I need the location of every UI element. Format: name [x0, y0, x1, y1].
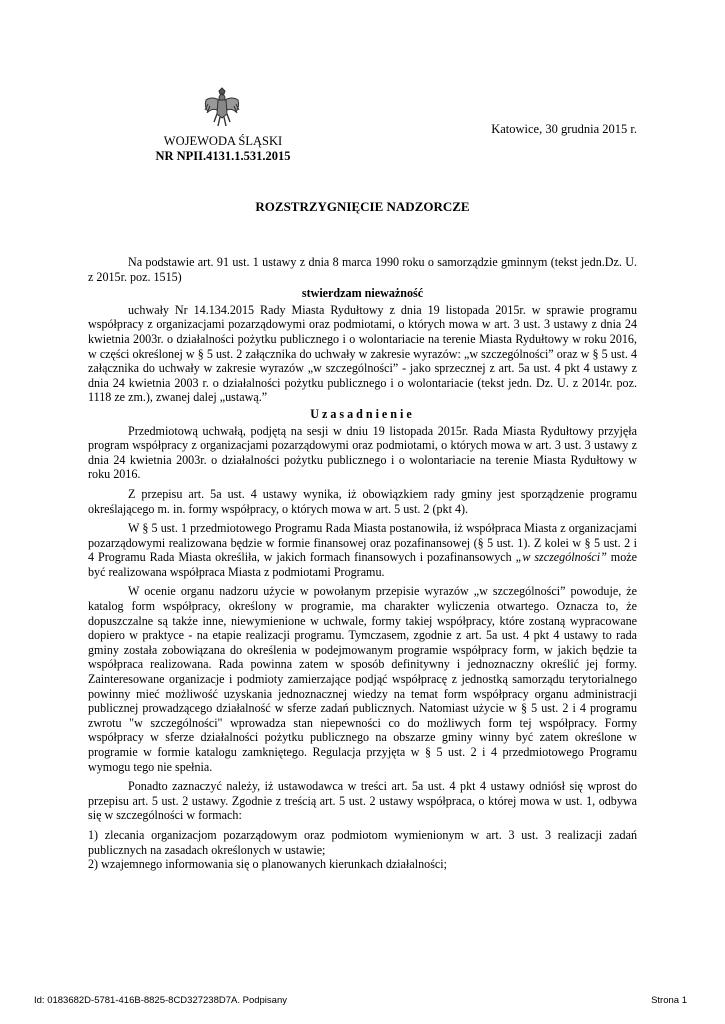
eagle-emblem-icon	[202, 86, 242, 130]
document-body	[88, 255, 637, 872]
document-title: ROZSTRZYGNIĘCIE NADZORCZE	[255, 199, 470, 214]
paragraph-justification-5: Ponadto zaznaczyć należy, iż ustawodawca w treści art. 5a ust. 4 pkt 4 ustawy odniósł się wprost do przepisu art. 5 ust. 2 ustawy. Zgodnie z treścią art. 5 ust. 2 ustawy współpraca, o której mowa w ust. 1, odbywa się w szczególności w formach:	[88, 779, 637, 823]
declaration: stwierdzam nieważność	[301, 286, 424, 301]
paragraph-resolution: uchwały Nr 14.134.2015 Rady Miasta Rydułtowy z dnia 19 listopada 2015r. w sprawie programu współpracy z organizacjami pozarządowymi oraz podmiotami, o których mowa w art. 3 ust. 3 ustawy z dnia 24 kwietnia 2003r. o działalności pożytku publicznego i o wolontariacie na terenie Miasta Rydułtowy w roku 2016, w części określonej w § 5 ust. 2 załącznika do uchwały w zakresie wyrazów: „w szczególności” oraz w § 5 ust. 4 załącznika do uchwały w zakresie wyrazów „w szczególności” - jako sprzecznej z art. 5a ust. 4 pkt 4 ustawy z dnia 24 kwietnia 2003 r. o działalności pożytku publicznego i o wolontariacie (tekst jedn. Dz. U. z 2014r. poz. 1118 ze zm.), zwanej dalej „ustawą.”	[88, 302, 637, 405]
document-id: Id: 0183682D-5781-416B-8825-8CD327238D7A. Podpisany	[34, 995, 287, 1006]
issuer-name: WOJEWODA ŚLĄSKI	[163, 134, 283, 148]
list-item: 2) wzajemnego informowania się o planowanych kierunkach działalności;	[88, 857, 447, 872]
paragraph-text: W § 5 ust. 1 przedmiotowego Programu Rada Miasta postanowiła, iż współpraca Miasta z organizacjami pozarządowymi realizowana będzie w formie finansowej oraz pozafinansowej (§ 5 ust. 1). Z kolei w § 5 ust. 2 i 4 Programu Rada Miasta określiła, w jakich formach finansowych i pozafinansowych	[88, 521, 637, 565]
page-number: Strona 1	[651, 995, 687, 1006]
document-number: NR NPII.4131.1.531.2015	[155, 149, 291, 163]
paragraph-legal-basis: Na podstawie art. 91 ust. 1 ustawy z dnia 8 marca 1990 roku o samorządzie gminnym (tekst jedn.Dz. U. z 2015r. poz. 1515)	[88, 255, 637, 284]
paragraph-justification-1: Przedmiotową uchwałą, podjętą na sesji w dniu 19 listopada 2015r. Rada Miasta Rydułtowy przyjęła program współpracy z organizacjami pozarządowymi oraz podmiotami, o których mowa w art. 3 ust. 3 ustawy z dnia 24 kwietnia 2003r. o działalności pożytku publicznego i o wolontariacie na terenie Miasta Rydułtowy w roku 2016.	[88, 423, 637, 482]
paragraph-text: może być realizowana współpraca Miasta z podmiotami Programu.	[88, 550, 637, 579]
paragraph-justification-2: Z przepisu art. 5a ust. 4 ustawy wynika, iż obowiązkiem rady gminy jest sporządzenie programu określającego m. in. formy współpracy, o których mowa w art. 5 ust. 2 (pkt 4).	[88, 486, 637, 516]
emphasis-text: „w szczególności”	[515, 550, 607, 565]
justification-heading: Uzasadnienie	[310, 406, 415, 421]
list-item: 1) zlecania organizacjom pozarządowym oraz podmiotom wymienionym w art. 3 ust. 3 realizacji zadań publicznych na zasadach określonych w ustawie;	[88, 827, 637, 857]
place-date: Katowice, 30 grudnia 2015 r.	[491, 122, 637, 136]
issuer-block	[148, 134, 298, 164]
paragraph-justification-3	[88, 521, 637, 579]
paragraph-justification-4: W ocenie organu nadzoru użycie w powołanym przepisie wyrazów „w szczególności” powoduje, że katalog form współpracy, określony w programie, ma charakter wyliczenia otwartego. Oznacza to, że dopuszczalne są także inne, niewymienione w uchwale, formy takiej współpracy, które zostaną wypracowane dopiero w praktyce - na etapie realizacji programu. Tymczasem, zgodnie z art. 5a ust. 4 pkt 4 ustawy to rada gminy została zobowiązana do określenia w podejmowanym programie współpracy form, w jakich będzie ta współpraca realizowana. Rada powinna zatem w sposób definitywny i jednoznaczny określić jej formy. Zainteresowane organizacje i podmioty zamierzające podjąć współpracę z jednostką samorządu terytorialnego powinny mieć możliwość uzyskania jednoznacznej wiedzy na temat form współpracy organu administracji publicznej prowadzącego działalność w sferze zadań publicznych. Natomiast użycie w § 5 ust. 2 i 4 programu zwrotu "w szczególności" wprowadza stan niepewności co do możliwych form tej współpracy. Formy współpracy w sferze działalności pożytku publicznego na obszarze gminy winny być zatem określone w programie w formie katalogu zamkniętego. Regulacja przyjęta w § 5 ust. 2 i 4 przedmiotowego Programu wymogu tego nie spełnia.	[88, 584, 637, 774]
